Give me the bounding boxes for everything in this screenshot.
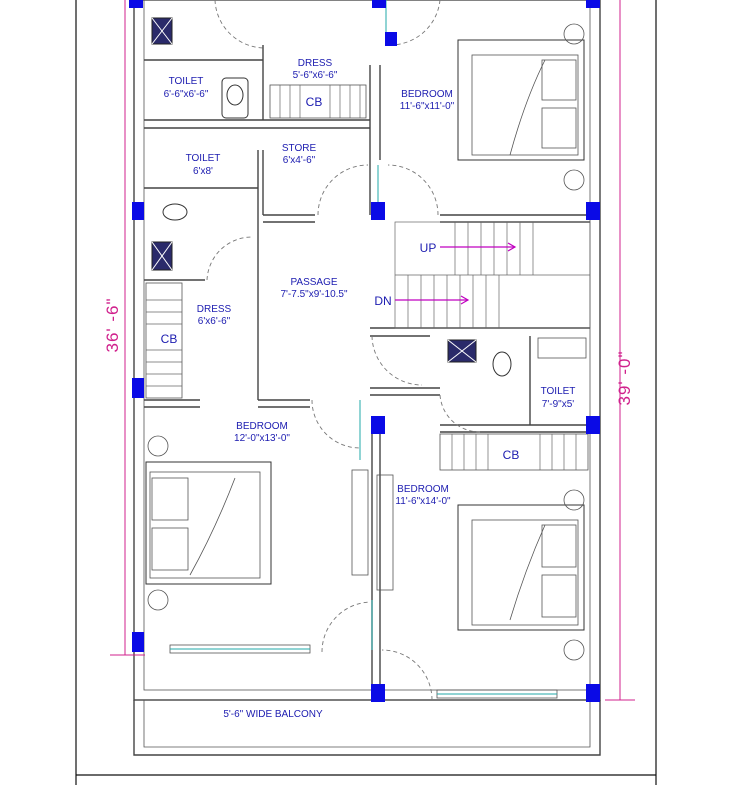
dress-1-name: DRESS [297,58,333,69]
right-dimension: 39' -0" [615,350,634,406]
store-size: 6'x4'-6" [282,155,316,166]
bedroom-1-name: BEDROOM [401,89,453,100]
toilet-3-name: TOILET [540,386,576,397]
store-name: STORE [281,143,317,154]
wc-icon-3 [493,352,511,376]
passage-name: PASSAGE [290,277,338,288]
bedroom-3-size: 11'-6"x14'-0" [395,496,451,507]
dress-1-size: 5'-6"x6'-6" [292,70,338,81]
toilet-2-size: 6'x8' [193,166,213,177]
basin-icon [538,338,586,358]
wc-icon-2 [163,204,187,220]
balcony-label: 5'-6" WIDE BALCONY [223,709,323,720]
cb-3-label: CB [502,448,520,462]
dn-label: DN [374,294,392,308]
bedroom-2-name: BEDROOM [236,421,288,432]
toilet-3-size: 7'-9"x5' [541,399,575,410]
dress-2-name: DRESS [196,304,232,315]
toilet-1-size: 6'-6"x6'-6" [163,89,209,100]
bed-bottom-right [458,490,584,660]
cb-1-label: CB [305,95,323,109]
left-dimension: 36' -6" [103,297,122,353]
cb-2-label: CB [160,332,178,346]
dress-2-size: 6'x6'-6" [197,316,231,327]
bedroom-2-size: 12'-0"x13'-0" [234,433,290,444]
bed-bottom-left [146,436,271,610]
bedroom-3-name: BEDROOM [397,484,449,495]
staircase [395,222,590,328]
bedroom-1-size: 11'-6"x11'-0" [399,101,455,112]
bed-top-right [458,24,584,190]
passage-size: 7'-7.5"x9'-10.5" [280,289,348,300]
toilet-1-name: TOILET [168,76,204,87]
up-label: UP [419,241,437,255]
toilet-2-name: TOILET [185,153,221,164]
